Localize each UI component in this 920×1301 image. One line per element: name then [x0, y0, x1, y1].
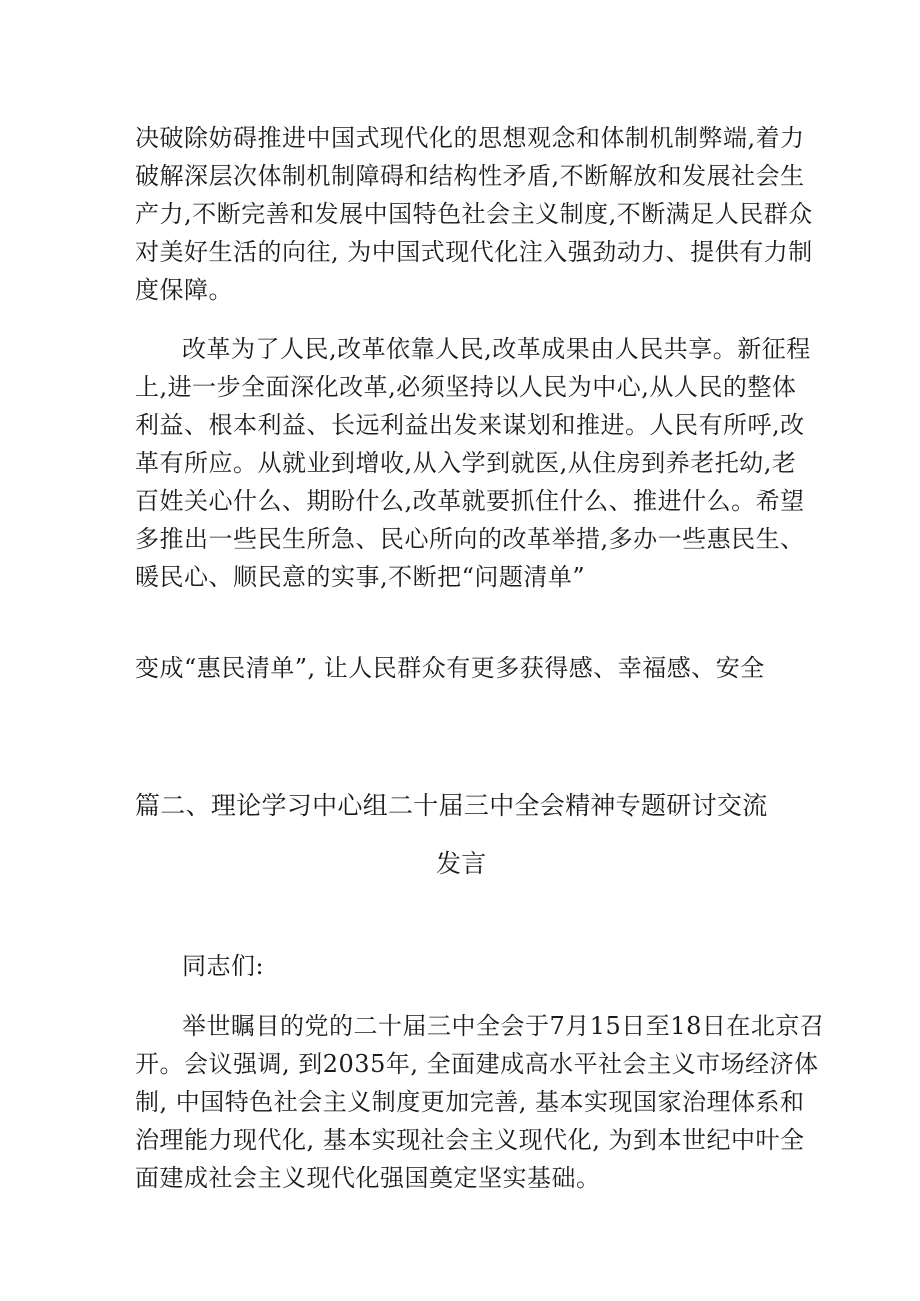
paragraph-line: 开。会议强调, 到2035年, 全面建成高水平社会主义市场经济体 — [135, 1050, 819, 1078]
paragraph-line: 革有所应。从就业到增收,从入学到就医,从住房到养老托幼,老 — [135, 449, 797, 477]
paragraph-line: 面建成社会主义现代化强国奠定坚实基础。 — [135, 1164, 601, 1192]
paragraph-line: 改革为了人民,改革依靠人民,改革成果由人民共享。新征程 — [182, 335, 811, 363]
paragraph-line: 变成“惠民清单”, 让人民群众有更多获得感、幸福感、安全 — [135, 654, 765, 682]
paragraph-line: 上,进一步全面深化改革,必须坚持以人民为中心,从人民的整体 — [135, 373, 797, 401]
paragraph-line: 举世瞩目的党的二十届三中全会于7月15日至18日在北京召 — [182, 1012, 825, 1040]
paragraph-line: 暖民心、顺民意的实事,不断把“问题清单” — [135, 563, 586, 591]
paragraph-line: 制, 中国特色社会主义制度更加完善, 基本实现国家治理体系和 — [135, 1088, 805, 1116]
greeting: 同志们: — [182, 952, 265, 980]
paragraph-line: 对美好生活的向往, 为中国式现代化注入强劲动力、提供有力制 — [135, 238, 813, 266]
paragraph-line: 产力,不断完善和发展中国特色社会主义制度,不断满足人民群众 — [135, 200, 813, 228]
paragraph-line: 度保障。 — [135, 276, 233, 304]
paragraph-line: 百姓关心什么、期盼什么,改革就要抓住什么、推进什么。希望 — [135, 487, 805, 515]
paragraph-line: 破解深层次体制机制障碍和结构性矛盾,不断解放和发展社会生 — [135, 162, 805, 190]
paragraph-line: 决破除妨碍推进中国式现代化的思想观念和体制机制弊端,着力 — [135, 124, 805, 152]
section-heading: 篇二、理论学习中心组二十届三中全会精神专题研讨交流 — [135, 791, 768, 820]
paragraph-line: 多推出一些民生所急、民心所向的改革举措,多办一些惠民生、 — [135, 525, 805, 553]
paragraph-line: 治理能力现代化, 基本实现社会主义现代化, 为到本世纪中叶全 — [135, 1126, 805, 1154]
paragraph-line: 利益、根本利益、长远利益出发来谋划和推进。人民有所呼,改 — [135, 411, 805, 439]
section-heading-continuation: 发言 — [436, 849, 487, 878]
